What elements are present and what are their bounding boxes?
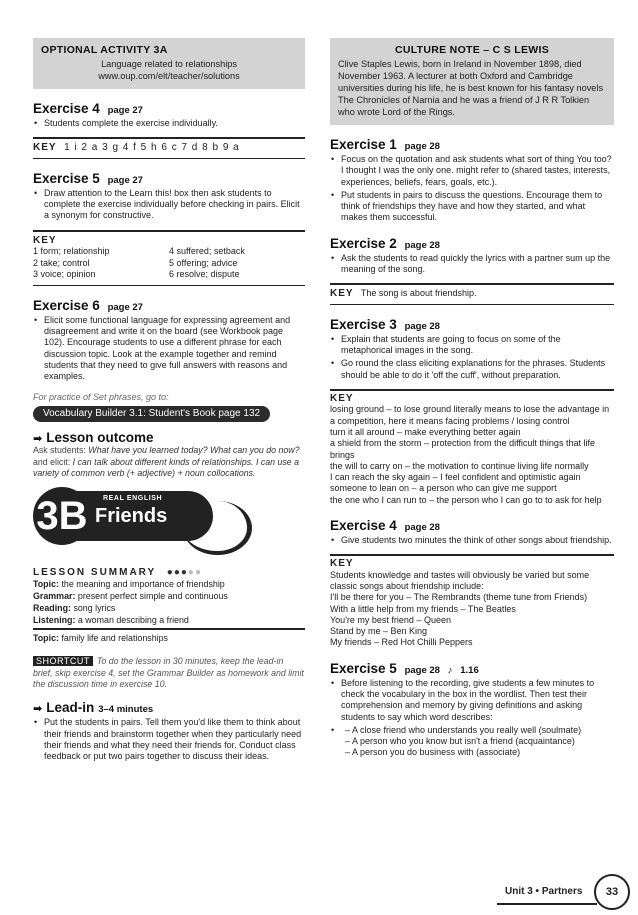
r-exercise-3-key <box>330 389 614 506</box>
summary-row <box>33 632 305 644</box>
exercise-5-page: page 27 <box>107 174 143 186</box>
optional-activity-line1: Language related to relationships <box>101 59 237 69</box>
r-exercise-1-page: page 28 <box>404 141 440 152</box>
lesson-banner <box>33 487 305 557</box>
summary-key: Topic: <box>33 579 59 590</box>
key-line: losing ground – to lose ground literally means to lose the advantage in a competition, here it means facing problems / losing control <box>330 404 610 426</box>
exercise-5-title: Exercise 5 <box>33 170 100 186</box>
r-exercise-1-bullet: • Focus on the quotation and ask students what sort of thing You too? I thought I was the only one. might refer to (shared tastes, interests, experiences, beliefs, fears, goals, etc.). <box>330 154 614 188</box>
exercise-6-heading <box>33 298 305 313</box>
lesson-outcome-heading <box>33 430 305 445</box>
r-exercise-2-key <box>330 283 614 305</box>
lead-in-heading <box>33 700 305 715</box>
shortcut-note <box>33 656 305 690</box>
shortcut-badge: SHORTCUT <box>33 656 93 666</box>
r-exercise-4-heading <box>330 518 614 533</box>
key-item: 4 suffered; setback <box>169 246 245 257</box>
key-item: 6 resolve; dispute <box>169 269 240 280</box>
exercise-5-key-left <box>33 246 169 281</box>
lesson-summary-heading <box>33 567 305 578</box>
summary-key: Grammar: <box>33 591 76 602</box>
r-exercise-5-item: – A person who you know but isn't a friend (acquaintance) <box>345 736 575 747</box>
key-label: KEY <box>330 558 354 570</box>
exercise-5-key-grid <box>33 246 305 281</box>
r-exercise-5-bullet: • Before listening to the recording, give students a few minutes to check the vocabulary in the box in the wordlist. Then test their comprehension and memory by giving definitions and asking students to say which word describes: <box>330 678 614 723</box>
r-exercise-5-page: page 28 <box>404 664 440 676</box>
culture-note-body: Clive Staples Lewis, born in Ireland in November 1898, died November 1963. A lecturer at both Oxford and Cambridge universities during his life, he is best known for his fantasy novels The Chronicles of Narnia and he was a friend of J R R Tolkien who wrote Lord of the Rings. <box>338 59 604 117</box>
exercise-5-key <box>33 230 305 286</box>
r-exercise-3-title: Exercise 3 <box>330 316 397 332</box>
r-exercise-2-page: page 28 <box>404 239 440 251</box>
summary-row <box>33 590 305 602</box>
key-line: I'll be there for you – The Rembrandts (theme tune from Friends) <box>330 592 588 603</box>
lesson-outcome-text <box>33 445 305 479</box>
key-item: 1 form; relationship <box>33 246 110 257</box>
exercise-4-page: page 27 <box>107 105 143 116</box>
key-line: Students knowledge and tastes will obviously be varied but some classic songs about friendship include: <box>330 569 590 591</box>
r-exercise-2-bullet: • Ask the students to read quickly the lyrics with a partner sum up the meaning of the song. <box>330 253 614 276</box>
key-label: KEY <box>330 393 354 405</box>
exercise-4-key <box>33 137 305 159</box>
r-exercise-2-key-answer: The song is about friendship. <box>360 288 477 299</box>
r-exercise-5-title: Exercise 5 <box>330 660 397 676</box>
exercise-5-key-right <box>169 246 305 281</box>
key-line: You're my best friend – Queen <box>330 614 451 625</box>
optional-activity-title: OPTIONAL ACTIVITY 3A <box>41 44 168 56</box>
key-line: the will to carry on – the motivation to continue living life normally <box>330 460 589 471</box>
arrow-right-icon: ➡ <box>33 433 43 446</box>
r-exercise-3-bullet: • Explain that students are going to focus on some of the metaphorical images in the song. <box>330 334 614 357</box>
lesson-title: Friends <box>95 505 168 528</box>
key-line: Stand by me – Ben King <box>330 626 428 637</box>
summary-value: song lyrics <box>73 603 116 614</box>
audio-track: 1.16 <box>460 664 479 676</box>
exercise-5-heading <box>33 171 305 186</box>
exercise-5-bullet: • Draw attention to the Learn this! box then ask students to complete the exercise individually before checking in pairs. Elicit a synonym for constructive. <box>33 188 305 222</box>
culture-note-box <box>330 38 614 125</box>
r-exercise-1-heading <box>330 137 614 152</box>
r-exercise-2-title: Exercise 2 <box>330 235 397 251</box>
lead-in-title: Lead-in <box>46 700 95 716</box>
summary-row <box>33 602 305 614</box>
r-exercise-3-heading <box>330 317 614 332</box>
summary-key: Listening: <box>33 615 76 626</box>
culture-note-title: CULTURE NOTE – C S LEWIS <box>394 44 549 56</box>
lead-in-bullet: • Put the students in pairs. Tell them you'd like them to think about their friends and brainstorm together when they particularly need their friends and what they need their friends for. Conduct class feedback or put two pairs together to discuss their ideas. <box>33 717 305 762</box>
key-line: the one who I can run to – the person who I can go to to ask for help <box>330 494 602 505</box>
key-line: My friends – Red Hot Chilli Peppers <box>330 637 473 648</box>
audio-icon[interactable]: ♪ <box>447 664 453 676</box>
lesson-summary-title: LESSON SUMMARY <box>33 567 157 579</box>
r-exercise-5-item: • – A close friend who understands you really well (soulmate) <box>345 724 582 735</box>
r-exercise-4-page: page 28 <box>404 522 440 534</box>
key-line: With a little help from my friends – The Beatles <box>330 603 516 614</box>
key-label: KEY <box>33 142 57 154</box>
key-line: a shield from the storm – protection from the difficult things that life brings <box>330 438 595 460</box>
summary-divider <box>33 628 305 630</box>
difficulty-dots: ●●●●● <box>166 567 203 579</box>
exercise-6-title: Exercise 6 <box>33 297 100 313</box>
page-number: 33 <box>594 874 630 910</box>
outcome-question: What have you learned today? What can you do now? <box>88 445 300 456</box>
key-item: 3 voice; opinion <box>33 269 96 280</box>
banner-tag: REAL ENGLISH <box>103 495 163 503</box>
r-exercise-5-items <box>330 725 614 759</box>
lead-in-duration: 3–4 minutes <box>98 704 154 716</box>
footer-rule <box>497 903 597 905</box>
exercise-6-bullet: • Elicit some functional language for expressing agreement and disagreement and write it on the board (see Workbook page 102). Encourage students to use a different phrase for each discussion topic. Look at the example together and remind students that they need to give full answers with reasons and examples. <box>33 315 305 383</box>
summary-value: present perfect simple and continuous <box>77 591 228 602</box>
key-line: someone to lean on – a person who can give me support <box>330 483 557 494</box>
vocabulary-builder-link[interactable]: Vocabulary Builder 3.1: Student's Book page 132 <box>33 406 270 422</box>
summary-key: Reading: <box>33 603 71 614</box>
optional-activity-box <box>33 38 305 89</box>
summary-value: a woman describing a friend <box>77 615 189 626</box>
lesson-number: 3B <box>33 487 91 545</box>
r-exercise-1-bullet: • Put students in pairs to discuss the questions. Encourage them to think of friendships they have and how they started, and what makes them successful. <box>330 190 614 224</box>
shortcut-text: To do the lesson in 30 minutes, keep the lead-in brief, skip exercise 4, set the Grammar Builder as homework and limit the discussion time in exercise 10. <box>33 656 304 689</box>
summary-row <box>33 614 305 626</box>
exercise-4-title: Exercise 4 <box>33 101 100 116</box>
arrow-right-icon: ➡ <box>33 703 43 716</box>
exercise-4-key-answers: 1 i 2 a 3 g 4 f 5 h 6 c 7 d 8 b 9 a <box>64 142 239 154</box>
r-exercise-1-title: Exercise 1 <box>330 137 397 152</box>
footer-unit: Unit 3 • Partners <box>505 886 583 897</box>
outcome-elicit: and elicit: <box>33 456 71 467</box>
r-exercise-3-bullet: • Go round the class eliciting explanations for the phrases. Students should be able to do it 'off the cuff', without preparation. <box>330 358 614 381</box>
r-exercise-4-title: Exercise 4 <box>330 518 397 534</box>
summary-value: the meaning and importance of friendship <box>61 579 225 590</box>
key-line: turn it all around – make everything better again <box>330 426 521 437</box>
r-exercise-3-page: page 28 <box>404 320 440 332</box>
r-exercise-5-heading <box>330 661 614 676</box>
lesson-outcome-title: Lesson outcome <box>46 430 154 446</box>
summary-value: family life and relationships <box>61 633 168 644</box>
key-line: I can reach the sky again – I feel confident and optimistic again <box>330 472 581 483</box>
key-label: KEY <box>330 288 354 300</box>
summary-key: Topic: <box>33 633 59 644</box>
exercise-6-page: page 27 <box>107 301 143 313</box>
left-column <box>33 38 305 762</box>
key-item: 5 offering; advice <box>169 257 238 268</box>
exercise-4-bullet: • Students complete the exercise individually. <box>33 118 305 129</box>
exercise-4-heading <box>33 101 305 116</box>
key-item: 2 take; control <box>33 257 90 268</box>
r-exercise-5-item: – A person you do business with (associate) <box>345 747 521 758</box>
outcome-ask: Ask students: <box>33 445 86 456</box>
r-exercise-4-bullet: • Give students two minutes the think of other songs about friendship. <box>330 535 614 546</box>
r-exercise-2-heading <box>330 236 614 251</box>
right-column <box>330 38 614 759</box>
r-exercise-4-key <box>330 554 614 648</box>
outcome-answer: I can talk about different kinds of relationships. I can use a variety of common verb (+ adjective) + noun collocations. <box>33 456 300 479</box>
summary-row <box>33 578 305 590</box>
banner-swoosh <box>183 501 252 555</box>
key-label: KEY <box>33 234 57 246</box>
practice-note: For practice of Set phrases, go to: <box>33 392 169 403</box>
optional-activity-link[interactable]: www.oup.com/elt/teacher/solutions <box>98 71 240 81</box>
